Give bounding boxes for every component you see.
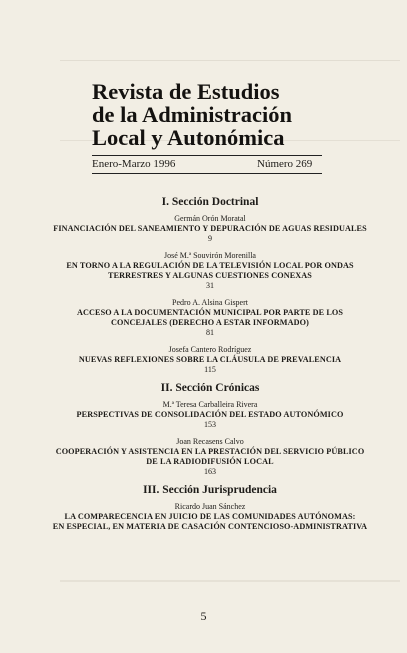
article-title: EN TORNO A LA REGULACIÓN DE LA TELEVISIÓN LOCAL POR ONDAS xyxy=(66,261,354,270)
article-title: DE LA RADIODIFUSIÓN LOCAL xyxy=(146,457,274,466)
article-title: EN ESPECIAL, EN MATERIA DE CASACIÓN CONTENCIOSO-ADMINISTRATIVA xyxy=(52,522,368,531)
toc-entry xyxy=(18,502,402,532)
section-title: I. Sección Doctrinal xyxy=(161,196,259,208)
page-number: 5 xyxy=(200,609,207,623)
article-title: ACCESO A LA DOCUMENTACIÓN MUNICIPAL POR PARTE DE LOS xyxy=(76,308,344,317)
table-of-contents xyxy=(18,196,402,539)
article-title: LA COMPARECENCIA EN JUICIO DE LAS COMUNIDADES AUTÓNOMAS: xyxy=(64,512,356,521)
bleed-through-mark xyxy=(60,60,400,67)
article-author: Josefa Cantero Rodríguez xyxy=(168,345,252,354)
article-author: Ricardo Juan Sánchez xyxy=(174,502,246,511)
article-title: PERSPECTIVAS DE CONSOLIDACIÓN DEL ESTADO AUTONÓMICO xyxy=(76,410,344,419)
section-doctrinal xyxy=(18,196,402,375)
article-title: TERRESTRES Y ALGUNAS CUESTIONES CONEXAS xyxy=(108,271,312,280)
issue-bottom-rule xyxy=(92,173,322,174)
article-title: COOPERACIÓN Y ASISTENCIA EN LA PRESTACIÓN DEL SERVICIO PÚBLICO xyxy=(55,447,365,456)
article-page: 115 xyxy=(204,365,216,374)
article-author: Germán Orón Moratal xyxy=(174,214,246,223)
toc-entry xyxy=(18,400,402,430)
article-author: M.ª Teresa Carballeira Rivera xyxy=(162,400,258,409)
article-title: NUEVAS REFLEXIONES SOBRE LA CLÁUSULA DE PREVALENCIA xyxy=(78,355,342,364)
issue-number: Número 269 xyxy=(257,158,313,170)
journal-title-line: Revista de Estudios xyxy=(92,79,280,104)
article-title: FINANCIACIÓN DEL SANEAMIENTO Y DEPURACIÓN DE AGUAS RESIDUALES xyxy=(53,224,367,233)
toc-entry xyxy=(18,345,402,375)
article-author: Joan Recasens Calvo xyxy=(176,437,244,446)
section-title: III. Sección Jurisprudencia xyxy=(143,484,277,496)
article-page: 153 xyxy=(204,420,216,429)
issue-date: Enero-Marzo 1996 xyxy=(92,158,176,170)
section-cronicas xyxy=(18,382,402,477)
article-title: CONCEJALES (DERECHO A ESTAR INFORMADO) xyxy=(111,318,309,327)
section-title: II. Sección Crónicas xyxy=(160,382,260,394)
article-page: 31 xyxy=(206,281,214,290)
article-page: 9 xyxy=(208,234,212,243)
journal-title-line: Local y Autonómica xyxy=(92,125,285,150)
journal-title-line: de la Administración xyxy=(92,102,293,127)
article-page: 81 xyxy=(206,328,214,337)
section-jurisprudencia xyxy=(18,484,402,532)
toc-entry xyxy=(18,298,402,338)
toc-entry xyxy=(18,437,402,477)
issue-top-rule xyxy=(92,155,322,156)
toc-entry xyxy=(18,251,402,291)
toc-entry xyxy=(18,214,402,244)
article-author: José M.ª Souvirón Morenilla xyxy=(164,251,256,260)
journal-title xyxy=(92,80,372,149)
article-author: Pedro A. Alsina Gispert xyxy=(172,298,248,307)
article-page: 163 xyxy=(204,467,216,476)
bleed-through-mark xyxy=(60,580,400,592)
